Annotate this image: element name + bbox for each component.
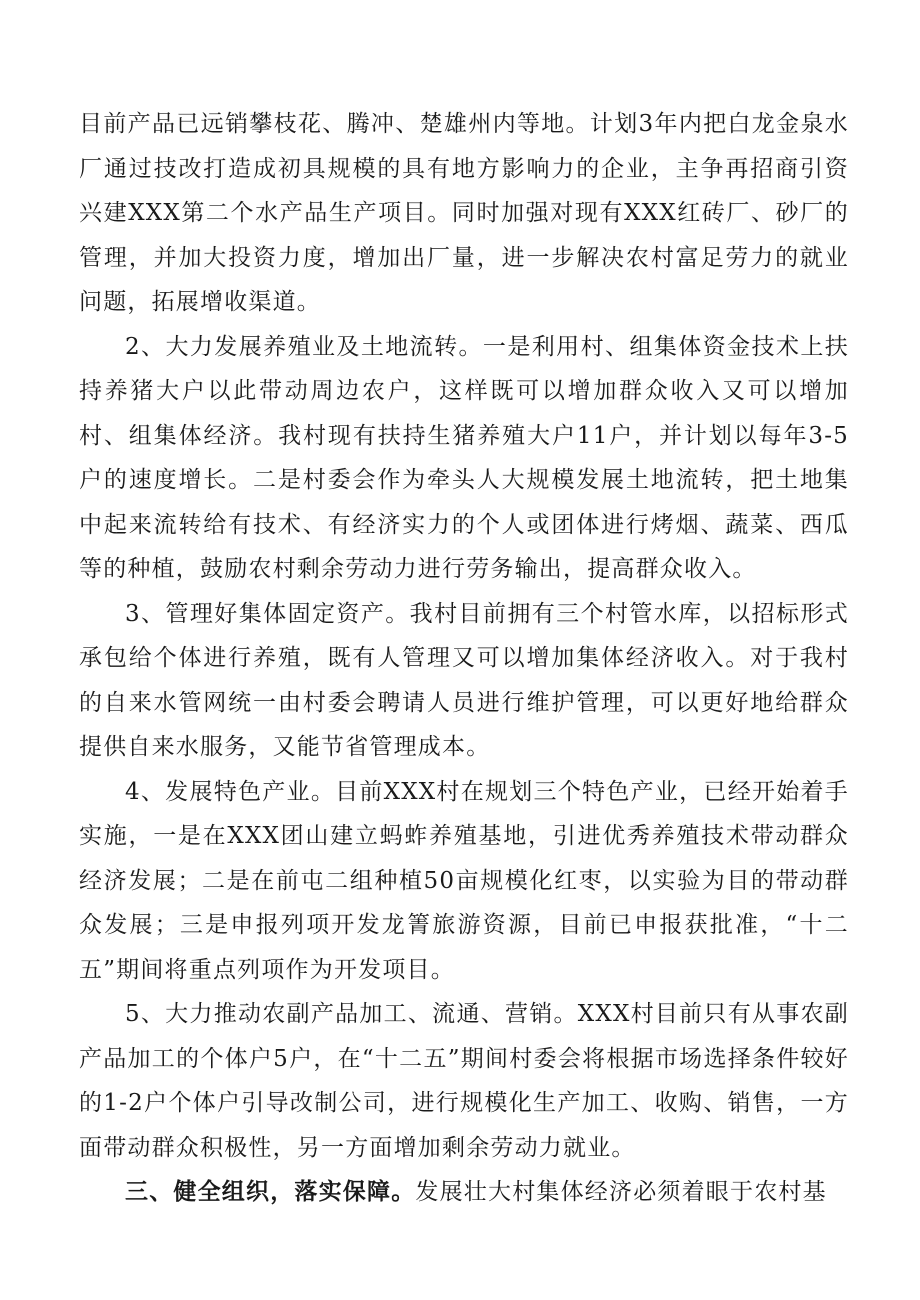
section-heading-lead: 三、健全组织，落实保障。 [125, 1178, 416, 1205]
paragraph-organization-guarantee [79, 1170, 849, 1215]
paragraph-collective-assets: 3、管理好集体固定资产。我村目前拥有三个村管水库，以招标形式承包给个体进行养殖，既有人管理又可以增加集体经济收入。对于我村的自来水管网统一由村委会聘请人员进行维护管理，可以更好地给群众提供自来水服务，又能节省管理成本。 [79, 600, 849, 760]
paragraph-featured-industries: 4、发展特色产业。目前XXX村在规划三个特色产业，已经开始着手实施，一是在XXX团山建立蚂蚱养殖基地，引进优秀养殖技术带动群众经济发展；二是在前屯二组种植50亩规模化红枣，以实验为目的带动群众发展；三是申报列项开发龙箐旅游资源，目前已申报获批准，“十二五”期间将重点列项作为开发项目。 [79, 778, 849, 983]
paragraph-livestock-land-transfer: 2、大力发展养殖业及土地流转。一是利用村、组集体资金技术上扶持养猪大户以此带动周边农户，这样既可以增加群众收入又可以增加村、组集体经济。我村现有扶持生猪养殖大户11户，并计划以每年3-5户的速度增长。二是村委会作为牵头人大规模发展土地流转，把土地集中起来流转给有技术、有经济实力的个人或团体进行烤烟、蔬菜、西瓜等的种植，鼓励农村剩余劳动力进行劳务输出，提高群众收入。 [79, 333, 849, 582]
document-body [79, 102, 849, 1215]
section-heading-text: 发展壮大村集体经济必须着眼于农村基 [415, 1179, 827, 1205]
paragraph-agricultural-processing: 5、大力推动农副产品加工、流通、营销。XXX村目前只有从事农副产品加工的个体户5户，在“十二五”期间村委会将根据市场选择条件较好的1-2户个体户引导改制公司，进行规模化生产加工、收购、销售，一方面带动群众积极性，另一方面增加剩余劳动力就业。 [79, 1001, 849, 1161]
paragraph-continuation: 目前产品已远销攀枝花、腾冲、楚雄州内等地。计划3年内把白龙金泉水厂通过技改打造成初具规模的具有地方影响力的企业，主争再招商引资兴建XXX第二个水产品生产项目。同时加强对现有XXX红砖厂、砂厂的管理，并加大投资力度，增加出厂量，进一步解决农村富足劳力的就业问题，拓展增收渠道。 [79, 111, 849, 315]
